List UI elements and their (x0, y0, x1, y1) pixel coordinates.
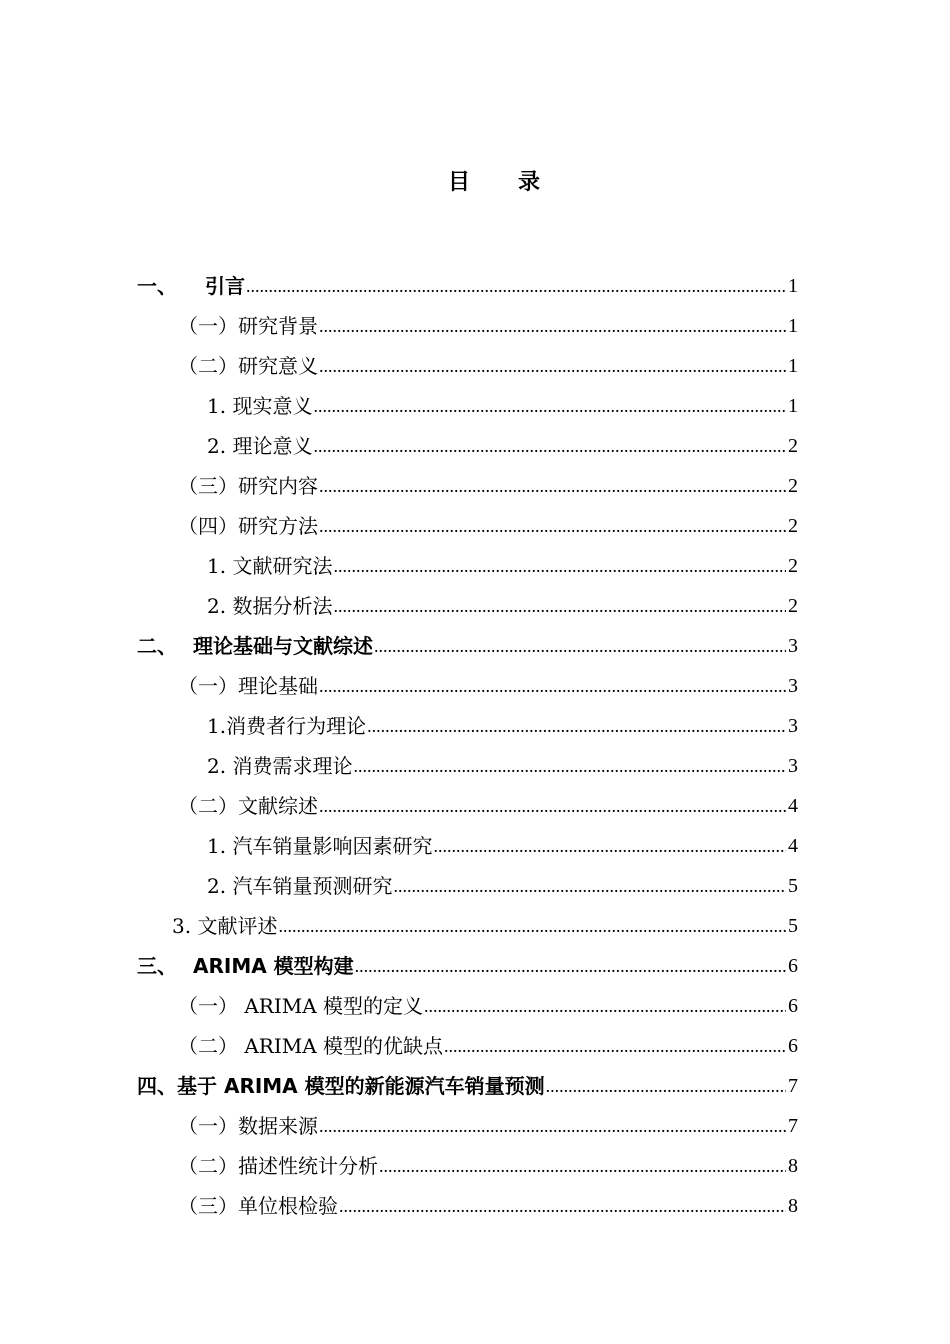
toc-entry-2-1-1[interactable] (207, 698, 798, 738)
toc-entry-title: （一） ARIMA 模型的定义 (178, 994, 424, 1018)
toc-entry-title: 1. 文献研究法 (207, 554, 333, 578)
toc-entry-title: 2. 数据分析法 (207, 594, 333, 618)
toc-entry-number: 二、 (137, 634, 177, 658)
toc-entry-4-3[interactable] (178, 1178, 798, 1218)
toc-dot-leader (355, 954, 786, 978)
toc-entry-1-1[interactable] (178, 298, 798, 338)
toc-entry-page: 8 (788, 1195, 798, 1217)
toc-entry-1-2-1[interactable] (207, 378, 798, 418)
toc-entry-page: 4 (788, 835, 798, 857)
toc-dot-leader (313, 434, 786, 458)
toc-entry-title: 四、基于 ARIMA 模型的新能源汽车销量预测 (137, 1074, 545, 1098)
toc-dot-leader (333, 554, 786, 578)
toc-entry-2-2-3[interactable] (172, 898, 798, 938)
toc-entry-2[interactable] (137, 618, 798, 658)
toc-dot-leader (339, 1194, 786, 1218)
toc-entry-title: 2. 汽车销量预测研究 (207, 874, 393, 898)
toc-entry-title: 1. 现实意义 (207, 394, 313, 418)
toc-entry-page: 2 (788, 595, 798, 617)
toc-dot-leader (319, 1114, 786, 1138)
toc-entry-page: 1 (788, 275, 798, 297)
toc-dot-leader (319, 514, 786, 538)
toc-dot-leader (367, 714, 786, 738)
toc-dot-leader (424, 994, 786, 1018)
toc-dot-leader (319, 314, 786, 338)
toc-entry-title: （三）研究内容 (178, 474, 318, 498)
toc-entry-1-2-2[interactable] (207, 418, 798, 458)
toc-dot-leader (278, 914, 786, 938)
toc-entry-title: ARIMA 模型构建 (193, 954, 354, 978)
toc-entry-page: 4 (788, 795, 798, 817)
toc-heading (0, 165, 950, 196)
toc-dot-leader (353, 754, 786, 778)
toc-entry-title: 1. 汽车销量影响因素研究 (207, 834, 433, 858)
toc-entry-title: （一）理论基础 (178, 674, 318, 698)
toc-heading-left: 目 (447, 170, 472, 195)
toc-entry-title: 1.消费者行为理论 (207, 714, 367, 738)
toc-entry-page: 1 (788, 355, 798, 377)
toc-entry-title: （二）研究意义 (178, 354, 318, 378)
toc-entry-title: 2. 理论意义 (207, 434, 313, 458)
toc-entry-page: 6 (788, 1035, 798, 1057)
toc-entry-page: 8 (788, 1155, 798, 1177)
toc-entry-title: （二）文献综述 (178, 794, 318, 818)
toc-entry-page: 2 (788, 435, 798, 457)
toc-entry-2-2-1[interactable] (207, 818, 798, 858)
toc-entry-page: 2 (788, 515, 798, 537)
toc-entry-title: （二） ARIMA 模型的优缺点 (178, 1034, 444, 1058)
toc-dot-leader (379, 1154, 786, 1178)
toc-entry-title: （二）描述性统计分析 (178, 1154, 378, 1178)
toc-entry-page: 2 (788, 555, 798, 577)
toc-entry-number: 一、 (137, 274, 177, 298)
toc-entry-title: 引言 (205, 274, 245, 298)
toc-entry-title: （一）数据来源 (178, 1114, 318, 1138)
toc-entry-3-1[interactable] (178, 978, 798, 1018)
toc-entry-3[interactable] (137, 938, 798, 978)
toc-entry-page: 6 (788, 955, 798, 977)
toc-entry-title: （三）单位根检验 (178, 1194, 338, 1218)
toc-entry-title: （四）研究方法 (178, 514, 318, 538)
toc-entry-page: 3 (788, 715, 798, 737)
toc-entry-page: 3 (788, 675, 798, 697)
toc-entry-2-1[interactable] (178, 658, 798, 698)
toc-entry-page: 1 (788, 395, 798, 417)
toc-dot-leader (246, 274, 786, 298)
toc-entry-4-1[interactable] (178, 1098, 798, 1138)
toc-entry-2-2-2[interactable] (207, 858, 798, 898)
toc-entry-1[interactable] (137, 258, 798, 298)
toc-entry-page: 7 (788, 1115, 798, 1137)
toc-dot-leader (319, 794, 786, 818)
toc-entry-2-1-2[interactable] (207, 738, 798, 778)
toc-entry-page: 3 (788, 755, 798, 777)
toc-entry-page: 2 (788, 475, 798, 497)
toc-entry-1-4-2[interactable] (207, 578, 798, 618)
toc-heading-right: 录 (518, 170, 543, 195)
toc-entry-page: 5 (788, 915, 798, 937)
toc-entry-page: 1 (788, 315, 798, 337)
toc-entry-1-4[interactable] (178, 498, 798, 538)
toc-entry-title: 2. 消费需求理论 (207, 754, 353, 778)
toc-entry-page: 7 (788, 1075, 798, 1097)
toc-entry-2-2[interactable] (178, 778, 798, 818)
toc-dot-leader (393, 874, 786, 898)
toc-entry-4-2[interactable] (178, 1138, 798, 1178)
toc-entry-1-3[interactable] (178, 458, 798, 498)
toc-entry-page: 3 (788, 635, 798, 657)
toc-dot-leader (374, 634, 786, 658)
toc-entry-1-2[interactable] (178, 338, 798, 378)
toc-dot-leader (444, 1034, 786, 1058)
toc-dot-leader (319, 674, 786, 698)
toc-entry-4[interactable] (137, 1058, 798, 1098)
toc-dot-leader (433, 834, 786, 858)
toc-entry-title: 理论基础与文献综述 (193, 634, 373, 658)
toc-entry-3-2[interactable] (178, 1018, 798, 1058)
toc-dot-leader (546, 1074, 786, 1098)
toc-entry-title: （一）研究背景 (178, 314, 318, 338)
toc-entry-1-4-1[interactable] (207, 538, 798, 578)
toc-dot-leader (319, 354, 786, 378)
toc-entry-page: 6 (788, 995, 798, 1017)
toc-entry-number: 三、 (137, 954, 177, 978)
toc-dot-leader (333, 594, 786, 618)
toc-dot-leader (319, 474, 786, 498)
toc-dot-leader (313, 394, 786, 418)
toc-entry-title: 3. 文献评述 (172, 914, 278, 938)
toc-entry-page: 5 (788, 875, 798, 897)
